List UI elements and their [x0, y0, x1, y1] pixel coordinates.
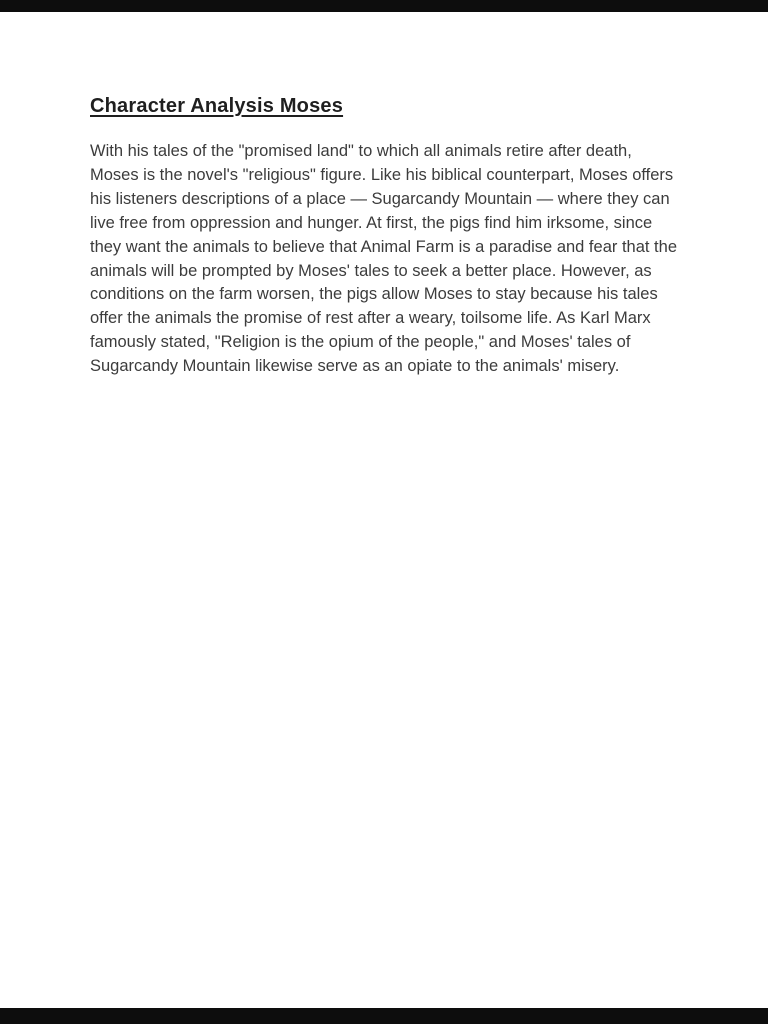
document-paragraph: With his tales of the "promised land" to which all animals retire after death, Moses is the novel's "religious" figure. Like his biblical counterpart, Moses offers his listeners descriptions of a place — Sugarcandy Mountain — where they can live free from oppression and hunger. At first, the pigs find him irksome, since they want the animals to believe that Animal Farm is a paradise and fear that the animals will be prompted by Moses' tales to seek a better place. However, as conditions on the farm worsen, the pigs allow Moses to stay because his tales offer the animals the promise of rest after a weary, toilsome life. As Karl Marx famously stated, "Religion is the opium of the people," and Moses' tales of Sugarcandy Mountain likewise serve as an opiate to the animals' misery. [90, 142, 677, 376]
document-title: Character Analysis Moses [90, 95, 344, 117]
document-page [0, 12, 768, 1008]
viewer-bottom-bar [0, 1008, 768, 1024]
viewer-top-bar [0, 0, 768, 12]
